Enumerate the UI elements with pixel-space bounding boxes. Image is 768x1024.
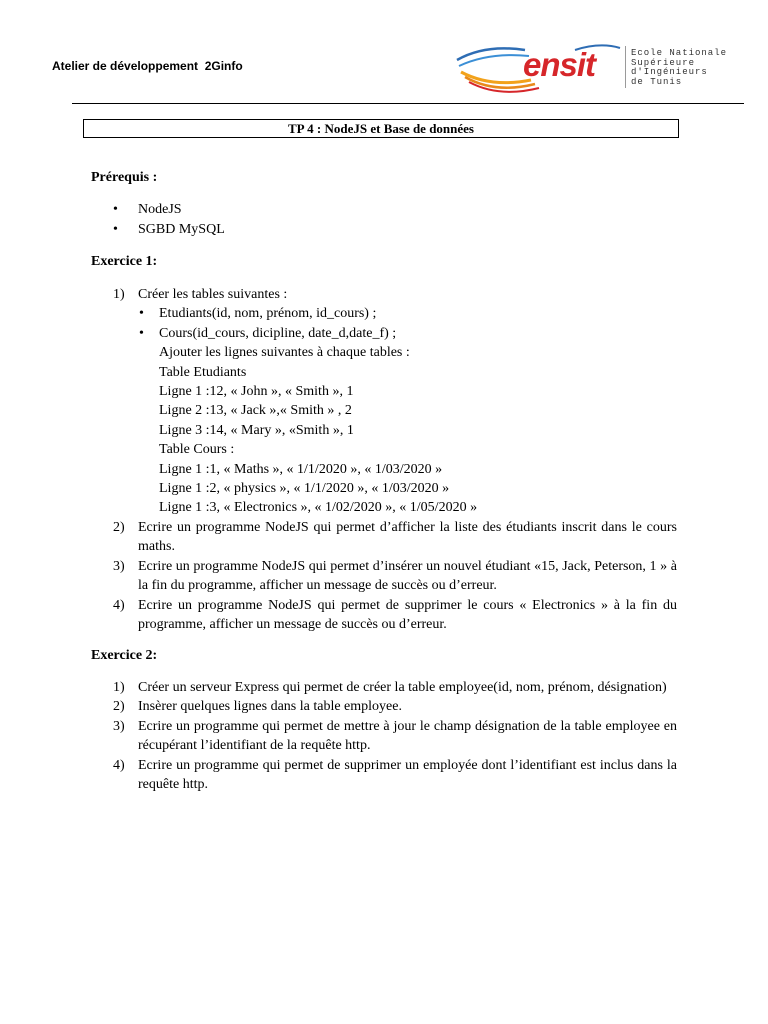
- table-definition: • Cours(id_cours, dicipline, date_d,date_f) ;: [113, 324, 677, 343]
- prerequis-heading: Prérequis :: [91, 170, 158, 185]
- exercice2-list: [113, 678, 677, 794]
- bullet-icon: •: [113, 222, 118, 237]
- item-number: 3): [113, 558, 125, 574]
- ensit-logo: [455, 42, 745, 98]
- institution-line: Supérieure: [631, 57, 696, 68]
- item-number: 1): [113, 287, 125, 302]
- instruction-line: Ligne 1 :12, « John », « Smith », 1: [159, 384, 354, 400]
- instruction-line: Ligne 1 :3, « Electronics », « 1/02/2020 », « 1/05/2020 »: [159, 500, 478, 516]
- item-number: 2): [113, 519, 125, 535]
- table-definition: • Etudiants(id, nom, prénom, id_cours) ;: [113, 304, 677, 323]
- list-item: 4) Ecrire un programme NodeJS qui permet de supprimer le cours « Electronics » à la fin du programme, afficher un message de succès ou d’erreur.: [113, 597, 677, 632]
- exercice1-list: [113, 285, 677, 634]
- list-item: 1) Créer les tables suivantes :: [113, 285, 677, 304]
- list-item: 2) Ecrire un programme NodeJS qui permet d’afficher la liste des étudiants inscrit dans le cours maths.: [113, 519, 677, 555]
- bullet-icon: •: [139, 306, 144, 322]
- document-title: TP 4 : NodeJS et Base de données: [83, 119, 679, 138]
- institution-line: d'Ingénieurs: [631, 67, 708, 77]
- header-divider: [72, 103, 744, 104]
- institution-line: Ecole Nationale: [631, 48, 728, 58]
- item-number: 4): [113, 597, 125, 613]
- bullet-icon: •: [139, 325, 144, 341]
- bullet-icon: •: [113, 202, 118, 217]
- institution-name: [631, 49, 727, 87]
- exercice1-heading: Exercice 1:: [91, 254, 158, 269]
- list-item: 4) Ecrire un programme qui permet de supprimer un employée dont l’identifiant est inclus dans la requête http.: [113, 757, 677, 793]
- logo-wordmark: ensit: [523, 46, 596, 83]
- list-item: 3) Ecrire un programme NodeJS qui permet d’insérer un nouvel étudiant «15, Jack, Peterson, 1 » à la fin du programme, afficher un message de succès ou d’erreur.: [113, 558, 677, 594]
- institution-line: de Tunis: [631, 76, 683, 87]
- instruction-line: Ligne 1 :1, « Maths », « 1/1/2020 », « 1/03/2020 »: [159, 461, 443, 477]
- item-number: 3): [113, 718, 125, 734]
- list-item: 1) Créer un serveur Express qui permet de créer la table employee(id, nom, prénom, désignation): [113, 678, 677, 697]
- instruction-line: Table Etudiants: [159, 364, 247, 380]
- course-header: Atelier de développement 2Ginfo: [52, 59, 243, 73]
- instruction-line: Table Cours :: [159, 442, 235, 458]
- instruction-line: Ligne 1 :2, « physics », « 1/1/2020 », « 1/03/2020 »: [159, 481, 450, 497]
- list-item: 2) Insèrer quelques lignes dans la table employee.: [113, 697, 677, 716]
- instruction-line: Ligne 2 :13, « Jack »,« Smith » , 2: [159, 403, 352, 419]
- instruction-line: Ajouter les lignes suivantes à chaque tables :: [159, 345, 410, 361]
- logo-divider: [625, 46, 626, 88]
- item-number: 4): [113, 757, 125, 773]
- list-item: 3) Ecrire un programme qui permet de mettre à jour le champ désignation de la table employee en récupérant l’identifiant de la requête http.: [113, 718, 677, 754]
- exercice2-heading: Exercice 2:: [91, 648, 158, 663]
- item-number: 2): [113, 699, 125, 715]
- item-number: 1): [113, 680, 125, 695]
- instruction-line: Ligne 3 :14, « Mary », «Smith », 1: [159, 422, 354, 438]
